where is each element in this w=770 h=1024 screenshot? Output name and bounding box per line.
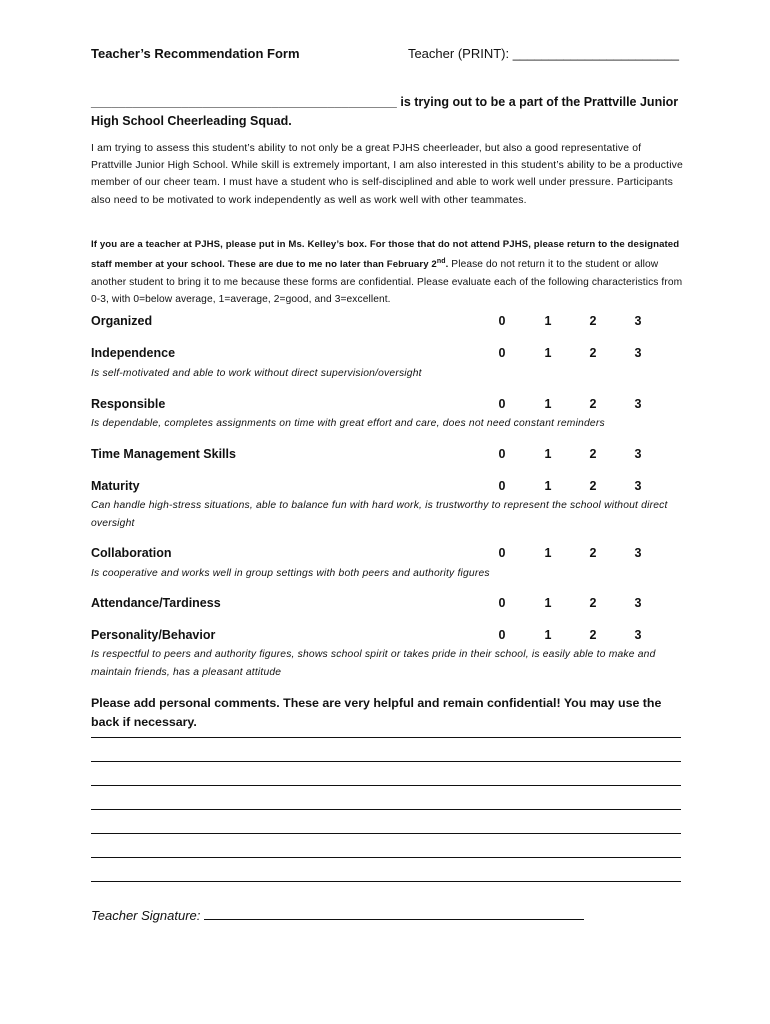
score-2[interactable]: 2 xyxy=(589,479,597,493)
score-0[interactable]: 0 xyxy=(498,447,506,461)
comment-line[interactable] xyxy=(91,761,681,762)
criterion-label: Maturity xyxy=(91,479,140,493)
student-name-blank[interactable]: ____________________________________________ xyxy=(91,95,397,109)
score-1[interactable]: 1 xyxy=(544,479,552,493)
score-3[interactable]: 3 xyxy=(634,546,642,560)
comment-line[interactable] xyxy=(91,881,681,882)
score-1[interactable]: 1 xyxy=(544,628,552,642)
form-title: Teacher’s Recommendation Form xyxy=(91,46,300,61)
criterion-independence xyxy=(91,346,683,366)
criterion-organized xyxy=(91,314,683,334)
score-3[interactable]: 3 xyxy=(634,628,642,642)
score-3[interactable]: 3 xyxy=(634,479,642,493)
score-0[interactable]: 0 xyxy=(498,546,506,560)
criterion-label: Attendance/Tardiness xyxy=(91,596,221,610)
intro-text: is trying out to be a part of the Prattville Junior High School Cheerleading Squad. xyxy=(91,95,679,128)
instructions-regular: Please do not return it to the student or allow another student to bring it to me because these forms are confidential. Please evaluate each of the following characteristics from 0-3, with 0=below average, 1=average, 2=good, and 3=excellent. xyxy=(91,259,683,305)
criterion-maturity xyxy=(91,479,683,499)
criterion-label: Responsible xyxy=(91,397,166,411)
instructions-paragraph xyxy=(91,236,683,308)
comments-heading: Please add personal comments. These are very helpful and remain confidential! You may use the back if necessary. xyxy=(91,696,662,729)
score-0[interactable]: 0 xyxy=(498,479,506,493)
score-0[interactable]: 0 xyxy=(498,397,506,411)
score-2[interactable]: 2 xyxy=(589,628,597,642)
criterion-label: Independence xyxy=(91,346,176,360)
score-3[interactable]: 3 xyxy=(634,596,642,610)
criterion-personality xyxy=(91,628,683,648)
comment-line[interactable] xyxy=(91,833,681,834)
score-1[interactable]: 1 xyxy=(544,447,552,461)
signature-row xyxy=(91,908,591,923)
criterion-label: Organized xyxy=(91,314,153,328)
score-2[interactable]: 2 xyxy=(589,397,597,411)
criterion-label: Time Management Skills xyxy=(91,447,236,461)
comment-line[interactable] xyxy=(91,857,681,858)
score-0[interactable]: 0 xyxy=(498,346,506,360)
score-3[interactable]: 3 xyxy=(634,346,642,360)
criterion-description: Is respectful to peers and authority figures, shows school spirit or takes pride in their school, is easily able to make and maintain friends, has a pleasant attitude xyxy=(91,649,656,678)
criterion-label: Collaboration xyxy=(91,546,172,560)
criterion-description: Is self-motivated and able to work without direct supervision/oversight xyxy=(91,368,422,379)
score-0[interactable]: 0 xyxy=(498,596,506,610)
criterion-responsible xyxy=(91,397,683,417)
signature-label: Teacher Signature: xyxy=(91,908,201,923)
score-2[interactable]: 2 xyxy=(589,546,597,560)
score-3[interactable]: 3 xyxy=(634,314,642,328)
score-3[interactable]: 3 xyxy=(634,397,642,411)
score-1[interactable]: 1 xyxy=(544,546,552,560)
score-1[interactable]: 1 xyxy=(544,314,552,328)
intro-statement xyxy=(91,93,683,131)
score-1[interactable]: 1 xyxy=(544,596,552,610)
instructions-bold-end: . xyxy=(445,259,449,271)
form-header xyxy=(91,46,681,61)
criterion-collaboration xyxy=(91,546,683,566)
criterion-description: Is cooperative and works well in group settings with both peers and authority figures xyxy=(91,568,490,579)
score-2[interactable]: 2 xyxy=(589,596,597,610)
comment-line[interactable] xyxy=(91,785,681,786)
comment-line[interactable] xyxy=(91,809,681,810)
score-0[interactable]: 0 xyxy=(498,314,506,328)
score-2[interactable]: 2 xyxy=(589,447,597,461)
score-2[interactable]: 2 xyxy=(589,314,597,328)
instructions-bold: If you are a teacher at PJHS, please put in Ms. Kelley’s box. For those that do not attend PJHS, please return to the designated staff member at your school. These are due to me no later than February 2 xyxy=(91,239,680,271)
score-2[interactable]: 2 xyxy=(589,346,597,360)
criterion-description: Can handle high-stress situations, able to balance fun with hard work, is trustworthy to represent the school without direct oversight xyxy=(91,500,668,529)
criterion-description: Is dependable, completes assignments on time with great effort and care, does not need constant reminders xyxy=(91,418,605,429)
comment-line[interactable] xyxy=(91,737,681,738)
criterion-time-management xyxy=(91,447,683,467)
signature-line[interactable] xyxy=(204,919,584,920)
criterion-attendance xyxy=(91,596,683,616)
score-0[interactable]: 0 xyxy=(498,628,506,642)
score-1[interactable]: 1 xyxy=(544,346,552,360)
score-1[interactable]: 1 xyxy=(544,397,552,411)
criterion-label: Personality/Behavior xyxy=(91,628,216,642)
instructions-superscript: nd xyxy=(436,258,446,266)
teacher-print-field[interactable]: Teacher (PRINT): _______________________ xyxy=(407,46,679,61)
purpose-paragraph: I am trying to assess this student’s ability to not only be a great PJHS cheerleader, but also a good representative of Prattville Junior High School. While skill is extremely important, I am also interested in this student’s ability to be a productive member of our cheer team. I must have a student who is self-disciplined and able to work well under pressure. Participants also need to be motivated to work independently as well as work well with other teammates. xyxy=(91,143,683,206)
score-3[interactable]: 3 xyxy=(634,447,642,461)
